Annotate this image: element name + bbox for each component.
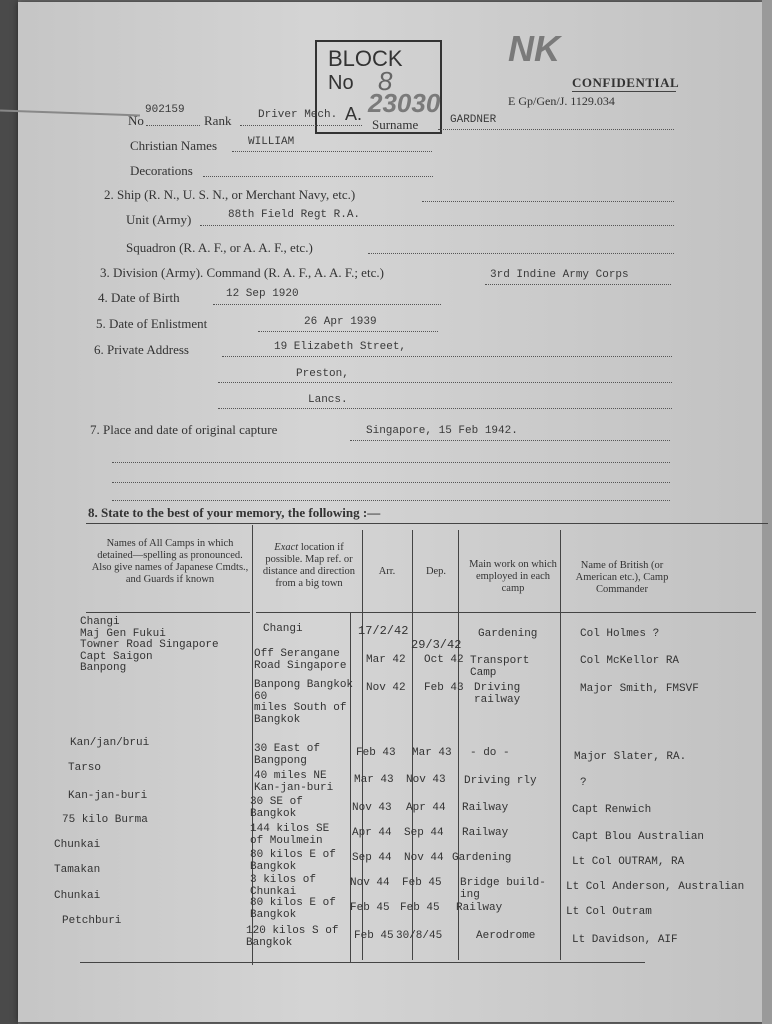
header-location bbox=[258, 542, 360, 590]
table-cell-location: 80 kilos E of Bangkok bbox=[250, 849, 336, 873]
decorations-label: Decorations bbox=[130, 163, 193, 178]
table-cell-departed: Feb 43 bbox=[424, 682, 464, 694]
table-cell-departed: Nov 43 bbox=[406, 774, 446, 786]
table-cell-arrived: Sep 44 bbox=[352, 852, 392, 864]
table-cell-location: 40 miles NE Kan-jan-buri bbox=[254, 770, 334, 794]
no-label: No bbox=[128, 113, 144, 128]
table-cell-commander: Lt Col Outram bbox=[566, 906, 652, 918]
division-value: 3rd Indine Army Corps bbox=[490, 269, 629, 281]
table-cell-name: 75 kilo Burma bbox=[62, 814, 148, 826]
table-cell-departed: Apr 44 bbox=[406, 802, 446, 814]
rank-label: Rank bbox=[204, 113, 232, 128]
binder-spine bbox=[0, 0, 18, 1024]
confidential-label: CONFIDENTIAL bbox=[572, 75, 680, 90]
table-cell-arrived: Mar 42 bbox=[366, 654, 406, 666]
header-main-work: Main work on which employed in each camp bbox=[469, 559, 557, 594]
rank-value: Driver Mech. bbox=[258, 109, 338, 121]
table-cell-work: Railway bbox=[462, 827, 509, 839]
table-cell-location: 80 kilos E of Bangkok bbox=[250, 897, 336, 921]
unit-label: Unit (Army) bbox=[126, 212, 192, 227]
table-cell-arrived: Feb 45 bbox=[354, 930, 394, 942]
surname-label: Surname bbox=[372, 117, 419, 132]
header-departed: Dep. bbox=[425, 566, 447, 577]
table-cell-departed: Mar 43 bbox=[412, 747, 452, 759]
table-cell-commander: Capt Renwich bbox=[572, 804, 652, 816]
christian-names-value: WILLIAM bbox=[248, 136, 295, 148]
table-cell-location: 120 kilos S of Bangkok bbox=[246, 925, 339, 949]
stamp-letter: A. bbox=[345, 104, 363, 124]
table-cell-commander: ? bbox=[580, 777, 587, 789]
table-cell-name: Kan-jan-buri bbox=[68, 790, 148, 802]
header-arrived: Arr. bbox=[378, 566, 396, 577]
table-cell-location: 30 East of Bangpong bbox=[254, 743, 321, 767]
table-cell-name: Petchburi bbox=[62, 915, 122, 927]
capture-label: 7. Place and date of original capture bbox=[90, 422, 278, 437]
table-cell-name: Kan/jan/brui bbox=[70, 737, 150, 749]
table-cell-commander: Lt Davidson, AIF bbox=[572, 934, 678, 946]
capture-value: Singapore, 15 Feb 1942. bbox=[366, 425, 518, 437]
table-cell-arrived: Nov 44 bbox=[350, 877, 390, 889]
table-cell-name: Changi Maj Gen Fukui Towner Road Singapore Capt Saigon Banpong bbox=[80, 616, 219, 674]
header-camp-names: Names of All Camps in which detained—spelling as pronounced. Also give names of Japanese Cmdts., and Guards if known bbox=[91, 538, 249, 585]
table-cell-location: 30 SE of Bangkok bbox=[250, 796, 303, 820]
address-line2: Preston, bbox=[296, 368, 349, 380]
table-cell-work: Driving railway bbox=[474, 682, 521, 706]
table-cell-work: Railway bbox=[462, 802, 509, 814]
table-cell-arrived: 17/2/42 bbox=[358, 624, 409, 638]
squadron-label: Squadron (R. A. F., or A. A. F., etc.) bbox=[126, 240, 313, 255]
table-cell-commander: Lt Col Anderson, Australian bbox=[566, 881, 745, 893]
table-cell-arrived: Apr 44 bbox=[352, 827, 392, 839]
table-cell-departed: Oct 42 bbox=[424, 654, 464, 666]
address-line1: 19 Elizabeth Street, bbox=[274, 341, 407, 353]
table-cell-commander: Major Slater, RA. bbox=[574, 751, 687, 763]
handwritten-number: 23030 bbox=[368, 88, 441, 118]
table-cell-commander: Col McKellor RA bbox=[580, 655, 680, 667]
table-cell-work: Bridge build- ing bbox=[460, 877, 546, 901]
christian-names-label: Christian Names bbox=[130, 138, 218, 153]
unit-value: 88th Field Regt R.A. bbox=[228, 209, 361, 221]
page-edge bbox=[762, 0, 772, 1024]
stamp-no-text: No bbox=[328, 72, 354, 94]
confidential-underline bbox=[572, 91, 676, 92]
table-cell-departed: Feb 45 bbox=[400, 902, 440, 914]
table-cell-arrived: Nov 43 bbox=[352, 802, 392, 814]
table-bottom-rule bbox=[80, 962, 645, 963]
table-cell-arrived: Feb 43 bbox=[356, 747, 396, 759]
table-cell-arrived: Feb 45 bbox=[350, 902, 390, 914]
table-cell-arrived: Nov 42 bbox=[366, 682, 406, 694]
header-location-rest: location if possible. Map ref. or distance and direction from a big town bbox=[262, 542, 356, 589]
table-cell-work: - do - bbox=[470, 747, 510, 759]
no-value: 902159 bbox=[145, 104, 185, 116]
table-cell-work: Transport Camp bbox=[470, 655, 530, 679]
table-cell-location: Banpong Bangkok 60 miles South of Bangkok bbox=[254, 679, 354, 726]
reference-number: E Gp/Gen/J. 1129.034 bbox=[508, 94, 615, 108]
table-cell-location: 144 kilos SE of Moulmein bbox=[250, 823, 330, 847]
doe-label: 5. Date of Enlistment bbox=[96, 316, 208, 331]
table-cell-location: 3 kilos of Chunkai bbox=[250, 874, 317, 898]
table-cell-departed: Sep 44 bbox=[404, 827, 444, 839]
dob-value: 12 Sep 1920 bbox=[226, 288, 299, 300]
handwritten-initials: NK bbox=[508, 28, 560, 69]
table-cell-departed: 29/3/42 bbox=[411, 638, 462, 652]
division-label: 3. Division (Army). Command (R. A. F., A. A. F.; etc.) bbox=[100, 265, 384, 280]
header-commander: Name of British (or American etc.), Camp Commander bbox=[575, 560, 669, 595]
table-cell-commander: Lt Col OUTRAM, RA bbox=[572, 856, 685, 868]
stamp-block-text: BLOCK bbox=[328, 46, 403, 71]
table-cell-departed: Feb 45 bbox=[402, 877, 442, 889]
table-cell-location: Off Serangane Road Singapore bbox=[254, 648, 347, 672]
address-label: 6. Private Address bbox=[94, 342, 189, 357]
doe-value: 26 Apr 1939 bbox=[304, 316, 377, 328]
table-cell-work: Driving rly bbox=[464, 775, 537, 787]
table-cell-commander: Capt Blou Australian bbox=[572, 831, 705, 843]
table-top-rule bbox=[86, 523, 768, 524]
surname-value: GARDNER bbox=[450, 114, 497, 126]
table-cell-commander: Col Holmes ? bbox=[580, 628, 660, 640]
table-cell-commander: Major Smith, FMSVF bbox=[580, 683, 699, 695]
stamp-number: 8 bbox=[378, 66, 393, 96]
table-cell-work: Gardening bbox=[478, 628, 538, 640]
table-cell-work: Gardening bbox=[452, 852, 512, 864]
table-cell-departed: 30/8/45 bbox=[396, 930, 443, 942]
table-cell-work: Railway bbox=[456, 902, 503, 914]
table-cell-name: Tarso bbox=[68, 762, 102, 774]
table-cell-departed: Nov 44 bbox=[404, 852, 444, 864]
table-cell-name: Tamakan bbox=[54, 864, 101, 876]
dob-label: 4. Date of Birth bbox=[98, 290, 180, 305]
address-line3: Lancs. bbox=[308, 394, 348, 406]
header-location-exact: Exact bbox=[274, 542, 299, 553]
section-8-title: 8. State to the best of your memory, the following :— bbox=[88, 505, 381, 520]
table-cell-name: Chunkai bbox=[54, 839, 101, 851]
ship-label: 2. Ship (R. N., U. S. N., or Merchant Navy, etc.) bbox=[104, 187, 356, 202]
table-cell-name: Chunkai bbox=[54, 890, 101, 902]
table-cell-location: Changi bbox=[263, 623, 303, 635]
table-cell-arrived: Mar 43 bbox=[354, 774, 394, 786]
table-cell-work: Aerodrome bbox=[476, 930, 536, 942]
